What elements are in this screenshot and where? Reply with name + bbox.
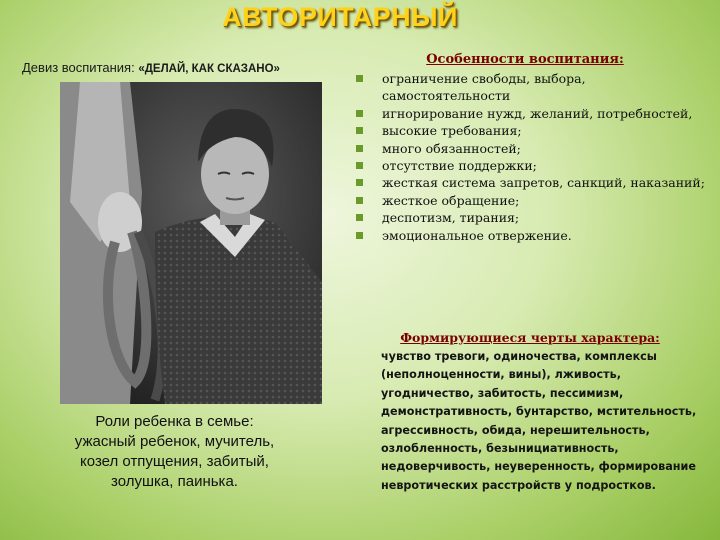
- list-item: [352, 227, 712, 244]
- list-item: [352, 105, 712, 122]
- photo-boy-with-belt: [60, 82, 322, 404]
- features-list: [352, 70, 712, 244]
- motto-label: Девиз воспитания:: [22, 60, 135, 75]
- list-item: [352, 122, 712, 139]
- list-item-text: много обязанностей;: [382, 140, 521, 156]
- bullet-icon: [356, 232, 363, 239]
- slide-title: АВТОРИТАРНЫЙ: [222, 2, 458, 32]
- roles-line: козел отпущения, забитый,: [80, 453, 269, 470]
- list-item: [352, 157, 712, 174]
- child-roles: [22, 412, 327, 492]
- list-item-text: высокие требования;: [382, 123, 522, 139]
- list-item-text: ограничение свободы, выбора, самостоятельности: [382, 71, 586, 104]
- bullet-icon: [356, 197, 363, 204]
- traits-text: чувство тревоги, одиночества, комплексы (неполноценности, вины), лживость, угодничество, забитость, пессимизм, демонстративность, бунтарство, мстительность, агрессивность, обида, нерешительность, озлобленность, безынициативность, недоверчивость, неуверенность, формирование невротических расстройств у подростков.: [381, 350, 697, 492]
- bullet-icon: [356, 162, 363, 169]
- bullet-icon: [356, 127, 363, 134]
- list-item: [352, 174, 712, 191]
- features-title: Особенности воспитания:: [426, 52, 624, 67]
- roles-heading: Роли ребенка в семье:: [95, 413, 254, 430]
- bullet-icon: [356, 179, 363, 186]
- list-item-text: деспотизм, тирания;: [382, 210, 520, 226]
- list-item: [352, 192, 712, 209]
- list-item: [352, 140, 712, 157]
- motto: [22, 60, 280, 75]
- list-item-text: жесткое обращение;: [382, 192, 520, 208]
- roles-line: золушка, паинька.: [111, 473, 238, 490]
- motto-slogan: «ДЕЛАЙ, КАК СКАЗАНО»: [138, 63, 280, 75]
- traits-title: Формирующиеся черты характера:: [400, 330, 660, 345]
- roles-line: ужасный ребенок, мучитель,: [74, 433, 275, 450]
- bullet-icon: [356, 75, 363, 82]
- list-item: [352, 209, 712, 226]
- list-item-text: жесткая система запретов, санкций, наказаний;: [382, 175, 705, 191]
- list-item-text: игнорирование нужд, желаний, потребностей,: [382, 105, 693, 121]
- list-item-text: отсутствие поддержки;: [382, 158, 537, 174]
- bullet-icon: [356, 145, 363, 152]
- list-item-text: эмоциональное отвержение.: [382, 227, 572, 243]
- bullet-icon: [356, 214, 363, 221]
- bullet-icon: [356, 110, 363, 117]
- list-item: [352, 70, 712, 105]
- photo-illustration: [60, 82, 322, 404]
